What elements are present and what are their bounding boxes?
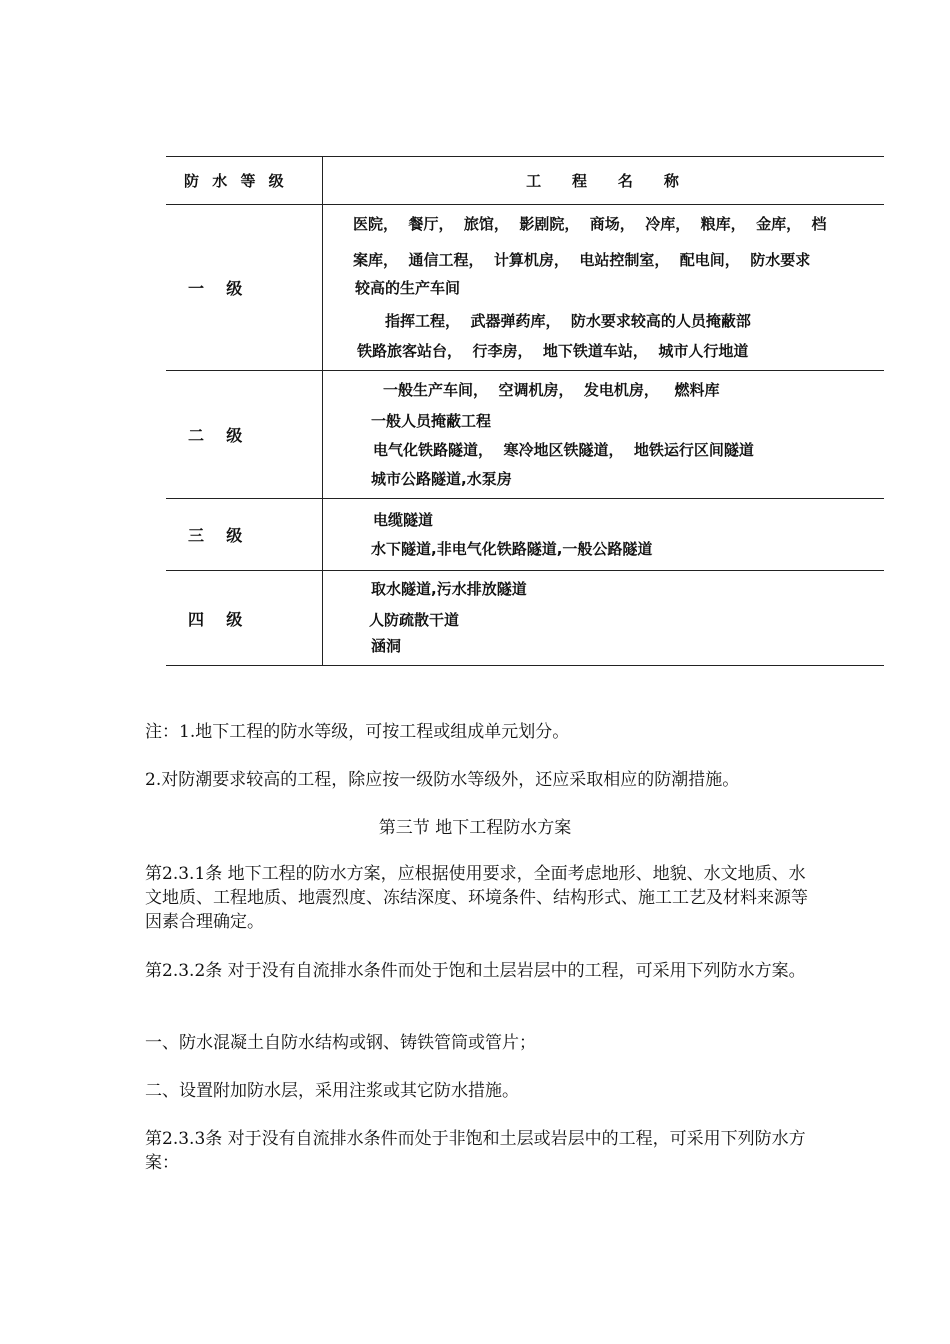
- clause-2-3-1: 第2.3.1条 地下工程的防水方案，应根据使用要求，全面考虑地形、地貌、水文地质、水文地质、工程地质、地震烈度、冻结深度、环境条件、结构形式、施工工艺及材料来源等因素合理确定。: [145, 864, 808, 932]
- note-1: 注：1.地下工程的防水等级，可按工程或组成单元划分。: [145, 722, 570, 742]
- waterproof-grade-table: [166, 156, 884, 666]
- projects-cell: [323, 571, 885, 666]
- header-project-name: 工 程 名 称: [323, 157, 885, 205]
- grade-cell: 四 级: [166, 571, 323, 666]
- clause-2-3-3: 第2.3.3条 对于没有自流排水条件而处于非饱和土层或岩层中的工程，可采用下列防水方案：: [145, 1129, 806, 1173]
- clause-2-3-2: 第2.3.2条 对于没有自流排水条件而处于饱和土层岩层中的工程，可采用下列防水方案。: [145, 961, 806, 981]
- grade-cell: 一 级: [166, 205, 323, 371]
- project-line: 铁路旅客站台， 行李房， 地下铁道车站， 城市人行地道: [357, 341, 749, 360]
- project-line: 医院， 餐厅， 旅馆， 影剧院， 商场， 冷库， 粮库， 金库， 档: [353, 214, 827, 233]
- project-line: 一般生产车间， 空调机房， 发电机房， 燃料库: [383, 380, 720, 399]
- table-row: [166, 371, 884, 499]
- project-line: 案库， 通信工程， 计算机房， 电站控制室， 配电间， 防水要求: [353, 250, 811, 269]
- project-line: 涵洞: [371, 637, 402, 655]
- section-title: 第三节 地下工程防水方案: [378, 818, 572, 838]
- project-line: 电气化铁路隧道， 寒冷地区铁隧道， 地铁运行区间隧道: [373, 440, 754, 459]
- project-line: 电缆隧道: [373, 510, 434, 529]
- projects-cell: [323, 371, 885, 499]
- project-line: 取水隧道,污水排放隧道: [371, 580, 527, 598]
- projects-cell: [323, 205, 885, 371]
- table-row: [166, 499, 884, 571]
- project-line: 指挥工程， 武器弹药库， 防水要求较高的人员掩蔽部: [385, 311, 751, 330]
- note-2: 2.对防潮要求较高的工程，除应按一级防水等级外，还应采取相应的防潮措施。: [145, 770, 740, 790]
- table-header-row: [166, 157, 884, 205]
- header-grade: 防 水 等 级: [166, 157, 323, 205]
- project-line: 水下隧道,非电气化铁路隧道,一般公路隧道: [371, 539, 653, 558]
- project-line: 较高的生产车间: [355, 278, 461, 297]
- table-row: [166, 205, 884, 371]
- table-row: [166, 571, 884, 666]
- projects-cell: [323, 499, 885, 571]
- grade-cell: 三 级: [166, 499, 323, 571]
- project-line: 人防疏散干道: [369, 611, 460, 629]
- project-line: 一般人员掩蔽工程: [371, 411, 492, 430]
- grade-cell: 二 级: [166, 371, 323, 499]
- option-2: 二、设置附加防水层，采用注浆或其它防水措施。: [145, 1081, 519, 1101]
- project-line: 城市公路隧道,水泵房: [371, 469, 512, 488]
- option-1: 一、防水混凝土自防水结构或钢、铸铁管筒或管片；: [145, 1033, 536, 1053]
